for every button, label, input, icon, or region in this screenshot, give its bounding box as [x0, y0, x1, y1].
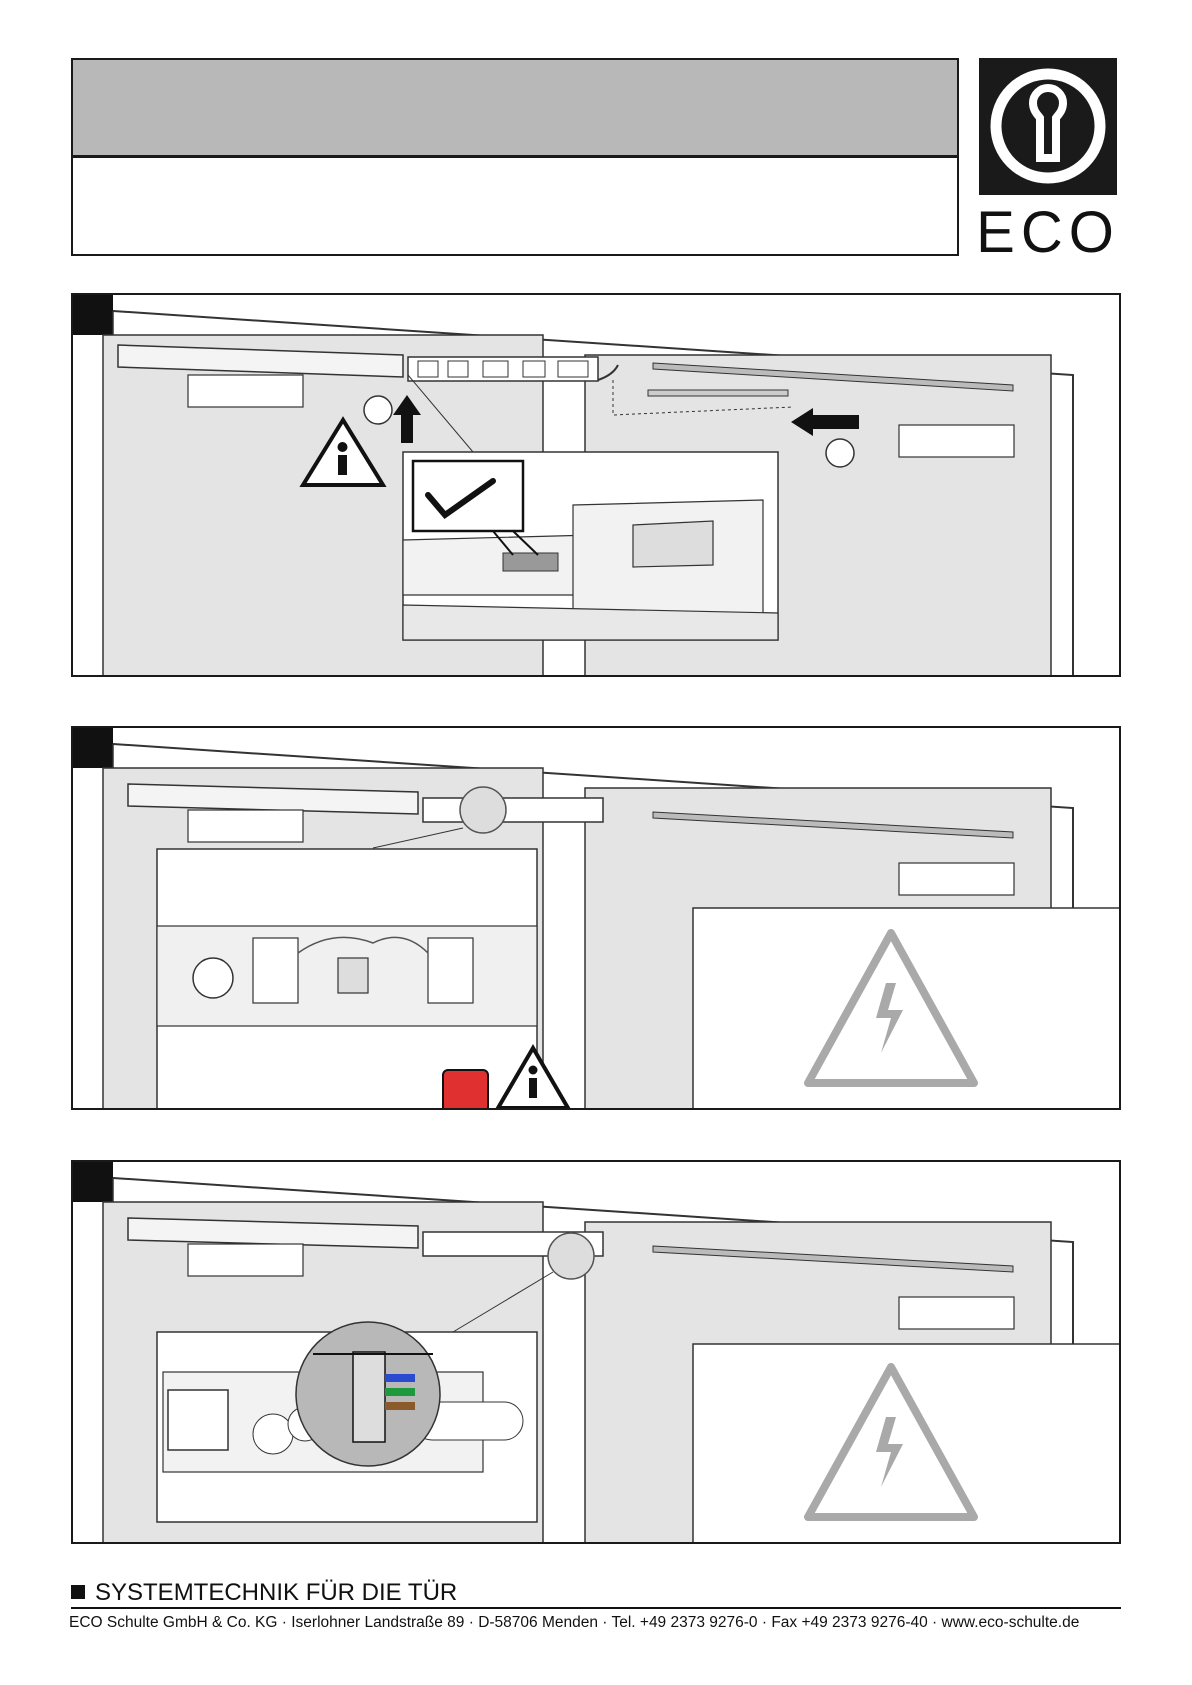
- header-subtitle-box: [71, 156, 959, 256]
- bullet-square-icon: [71, 1585, 85, 1599]
- stop-button-icon: [443, 1070, 488, 1110]
- step-1-illustration: [73, 295, 1121, 677]
- magnifier-circle: [460, 787, 506, 833]
- footer-address: ECO Schulte GmbH & Co. KG · Iserlohner Landstraße 89 · D-58706 Menden · Tel. +49 2373 9276-0 · Fax +49 2373 9276-40 · www.eco-schulte.de: [69, 1614, 1080, 1631]
- header-title-bar: [71, 58, 959, 157]
- eco-logo-mark: [979, 58, 1117, 195]
- step-3-illustration: [73, 1162, 1121, 1544]
- keyhole-icon: [979, 58, 1117, 195]
- logo-wordmark: ECO: [976, 200, 1120, 265]
- step-1-panel: [71, 293, 1121, 677]
- step-2-illustration: [73, 728, 1121, 1110]
- footer-divider: [71, 1607, 1121, 1609]
- footer-tagline-text: SYSTEMTECHNIK FÜR DIE TÜR: [95, 1579, 458, 1606]
- step-3-panel: [71, 1160, 1121, 1544]
- footer-tagline: [71, 1578, 1121, 1608]
- magnifier-circle: [548, 1233, 594, 1279]
- step-2-panel: [71, 726, 1121, 1110]
